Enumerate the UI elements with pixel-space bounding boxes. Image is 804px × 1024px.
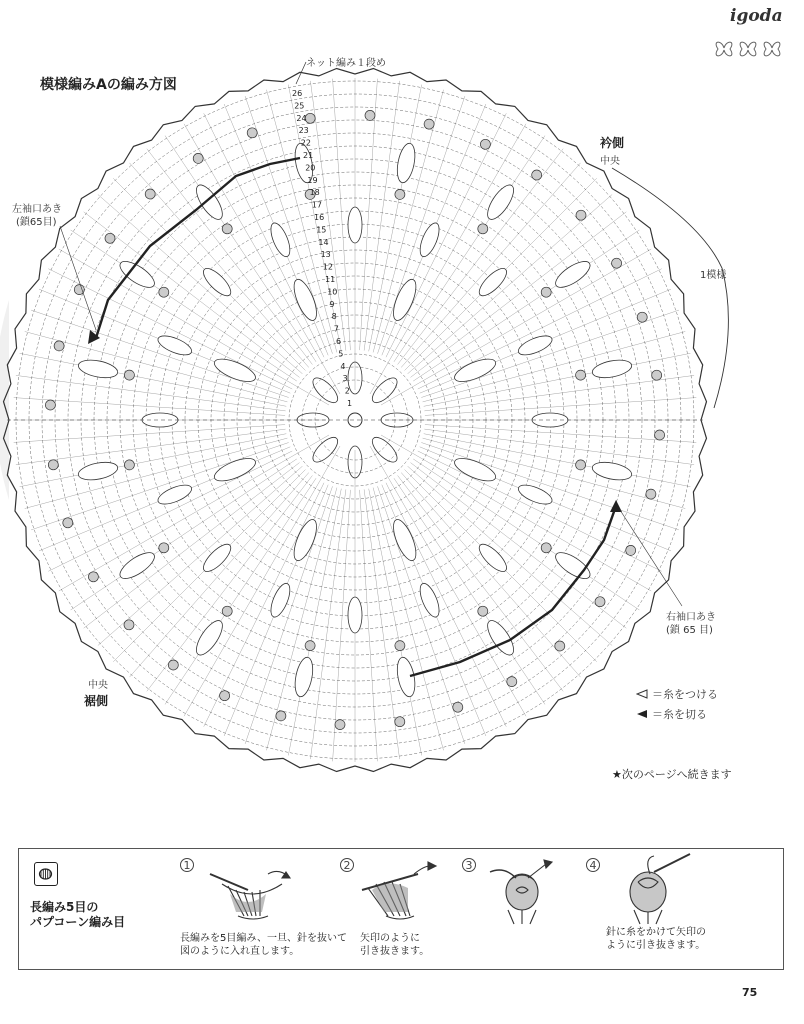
chart-spoke	[413, 230, 639, 381]
popcorn-motif	[88, 572, 98, 582]
chart-spoke	[165, 478, 316, 704]
row-number-label: 6	[336, 337, 342, 346]
left-sleeve-count: (鎖65目)	[16, 217, 57, 228]
chart-spoke	[31, 310, 289, 397]
popcorn-motif	[159, 287, 169, 297]
chart-spoke	[370, 446, 526, 716]
legend-cut	[636, 706, 707, 722]
row-number-label: 20	[305, 163, 316, 173]
chart-spoke	[408, 466, 612, 645]
right-sleeve-label: 右袖口あき	[666, 612, 716, 623]
legend-attach-text: ＝糸をつける	[652, 688, 718, 701]
open-triangle-icon	[636, 689, 648, 699]
chart-spoke	[98, 195, 303, 374]
row-number-label: 25	[294, 101, 305, 111]
popcorn-motif	[48, 460, 58, 470]
step1-illustration-icon	[208, 864, 298, 926]
leaf-motif	[483, 181, 519, 223]
popcorn-motif	[305, 641, 315, 651]
leaf-motif	[289, 517, 321, 564]
row-number-label: 23	[298, 126, 309, 136]
row-number-label: 12	[322, 262, 333, 272]
step4-illustration-icon	[614, 852, 694, 926]
chart-spoke	[378, 96, 465, 354]
step-number: 3	[462, 858, 476, 872]
right-sleeve-count: (鎖 65 目)	[666, 625, 713, 636]
leaf-motif	[452, 354, 499, 386]
popcorn-motif	[576, 370, 586, 380]
leaf-motif	[155, 481, 194, 508]
chart-spoke	[370, 124, 526, 394]
popcorn-motif	[576, 460, 586, 470]
chart-spoke	[401, 163, 580, 368]
row-number-label: 15	[316, 225, 327, 235]
row-number-label: 18	[309, 188, 320, 198]
step-number: 4	[586, 858, 600, 872]
chart-spoke	[71, 230, 297, 381]
chart-spoke	[71, 459, 297, 610]
step3-illustration-icon	[486, 856, 562, 928]
leaf-motif	[416, 581, 443, 620]
legend-cut-text: ＝糸を切る	[652, 708, 707, 721]
popcorn-motif	[395, 189, 405, 199]
popcorn-motif	[168, 660, 178, 670]
leaf-motif	[591, 459, 633, 483]
leaf-motif	[516, 481, 555, 508]
row-number-label: 26	[292, 89, 303, 98]
row-number-label: 10	[327, 287, 338, 297]
row-number-label: 17	[311, 200, 322, 210]
chart-spoke	[423, 438, 686, 508]
page-number: 75	[742, 986, 758, 999]
popcorn-motif	[276, 711, 286, 721]
popcorn-motif	[305, 113, 315, 123]
leaf-motif	[416, 220, 443, 259]
row-number-label: 14	[318, 237, 329, 247]
chart-spoke	[421, 310, 679, 397]
popcorn-stitch-symbol-icon	[34, 862, 58, 886]
chart-spoke	[408, 195, 612, 374]
diagram-title: 模様編みAの編み方図	[40, 77, 177, 93]
popcorn-motif	[655, 430, 665, 440]
step2-description: 矢印のように 引き抜きます。	[360, 933, 430, 957]
popcorn-motif	[220, 691, 230, 701]
chart-spoke	[130, 473, 309, 677]
step1-description: 長編みを5目編み、一旦、針を抜いて 図のように入れ直します。	[180, 933, 347, 957]
leaf-motif	[389, 277, 421, 324]
row-number-label: 2	[344, 386, 350, 396]
chart-spoke	[360, 490, 378, 761]
popcorn-motif	[395, 717, 405, 727]
leaf-motif	[212, 454, 259, 486]
popcorn-motif	[124, 620, 134, 630]
popcorn-motif	[576, 210, 586, 220]
center-petal	[309, 374, 342, 407]
row-number-label: 19	[307, 175, 318, 185]
popcorn-motif	[453, 702, 463, 712]
row-number-label: 21	[303, 151, 314, 160]
row-number-label: 11	[325, 275, 336, 284]
chart-spoke	[130, 163, 309, 368]
chart-ring	[315, 380, 395, 460]
popcorn-motif	[541, 287, 551, 297]
leaf-motif	[267, 220, 294, 259]
chart-spoke	[245, 486, 332, 744]
leaf-motif	[552, 257, 594, 293]
popcorn-motif	[646, 489, 656, 499]
step-number: 2	[340, 858, 354, 872]
popcorn-motif	[555, 641, 565, 651]
chart-spoke	[401, 473, 580, 677]
leaf-motif	[77, 459, 119, 482]
chart-spoke	[423, 332, 686, 402]
brand-logo: igoda	[730, 6, 783, 26]
popcorn-motif	[145, 189, 155, 199]
popcorn-motif	[365, 110, 375, 120]
popcorn-motif	[637, 312, 647, 322]
chart-spoke	[421, 443, 679, 530]
chart-spoke	[373, 488, 443, 751]
row-number-label: 9	[329, 299, 335, 309]
leaf-motif	[348, 207, 362, 243]
popcorn-motif	[124, 370, 134, 380]
chart-spoke	[394, 136, 545, 362]
chart-spoke	[165, 136, 316, 362]
center-petal	[309, 433, 342, 466]
row-number-label: 8	[331, 312, 337, 322]
leaf-motif	[116, 548, 158, 584]
leaf-motif	[292, 656, 316, 698]
popcorn-motif	[335, 720, 345, 730]
chart-spoke	[31, 443, 289, 530]
step2-illustration-icon	[358, 860, 442, 926]
popcorn-motif	[193, 153, 203, 163]
row-number-label: 24	[296, 113, 307, 123]
chart-spoke	[267, 488, 337, 751]
chart-spoke	[378, 486, 465, 744]
leaf-motif	[267, 581, 294, 620]
chart-spoke	[333, 79, 351, 350]
row-number-label: 3	[342, 374, 348, 384]
popcorn-motif	[159, 543, 169, 553]
hem-side-label: 裾側	[84, 694, 109, 708]
popcorn-motif	[395, 641, 405, 651]
leaf-motif	[348, 597, 362, 633]
step4-description: 針に糸をかけて矢印の ように引き抜きます。	[606, 927, 706, 951]
popcorn-motif	[652, 370, 662, 380]
popcorn-motif	[478, 224, 488, 234]
leaf-motif	[199, 540, 234, 575]
popcorn-motif	[222, 606, 232, 616]
center-petal	[368, 433, 401, 466]
left-sleeve-label: 左袖口あき	[12, 204, 62, 215]
popcorn-motif	[612, 258, 622, 268]
leaf-motif	[77, 357, 119, 381]
popcorn-motif	[595, 597, 605, 607]
chart-spoke	[425, 398, 696, 416]
popcorn-motif	[105, 233, 115, 243]
chart-spoke	[394, 478, 545, 704]
leaf-motif	[394, 142, 418, 184]
popcorn-motif	[247, 128, 257, 138]
popcorn-motif	[63, 518, 73, 528]
popcorn-motif	[424, 119, 434, 129]
legend-attach	[636, 686, 718, 702]
popcorn-motif	[541, 543, 551, 553]
row-number-label: 13	[320, 250, 331, 260]
continue-note: ★次のページへ続きます	[612, 768, 732, 781]
popcorn-motif	[54, 341, 64, 351]
chart-spoke	[184, 124, 340, 394]
popcorn-motif	[478, 606, 488, 616]
leaf-motif	[212, 354, 259, 386]
popcorn-motif	[45, 400, 55, 410]
center-top-label: 中央	[600, 156, 620, 167]
row-number-label: 16	[314, 213, 325, 222]
popcorn-motif	[532, 170, 542, 180]
chart-spoke	[59, 435, 329, 591]
chart-spoke	[381, 435, 651, 591]
chart-spoke	[373, 90, 443, 353]
chart-spoke	[14, 425, 285, 443]
step-number: 1	[180, 858, 194, 872]
leaf-motif	[452, 454, 499, 486]
leaf-motif	[475, 264, 510, 299]
row-number-label: 5	[338, 349, 344, 359]
chart-spoke	[381, 249, 651, 405]
popcorn-motif	[626, 545, 636, 555]
chart-spoke	[25, 332, 288, 402]
chart-spoke	[25, 438, 288, 508]
popcorn-motif	[74, 285, 84, 295]
popcorn-motif	[222, 224, 232, 234]
row-number-label: 1	[347, 399, 353, 408]
center-petal	[368, 374, 401, 407]
collar-side-label: 衿側	[600, 136, 625, 150]
chart-spoke	[98, 466, 303, 645]
center-bottom-label: 中央	[88, 680, 108, 691]
row-number-label: 4	[340, 361, 346, 371]
leaf-motif	[289, 277, 321, 324]
one-pattern-label: 1模様	[700, 270, 727, 281]
leaf-motif	[192, 617, 228, 659]
leaf-motif	[591, 357, 633, 380]
popcorn-motif	[124, 460, 134, 470]
leaf-motif	[394, 656, 417, 698]
leaf-motif	[389, 517, 421, 564]
stitch-name: 長編み5目の パプコーン編み目	[30, 900, 126, 929]
leaf-motif	[155, 332, 194, 359]
leaf-motif	[516, 332, 555, 359]
chart-spoke	[184, 446, 340, 716]
popcorn-motif	[507, 677, 517, 687]
pattern-repeat-bracket	[612, 168, 728, 408]
popcorn-motif	[480, 139, 490, 149]
net-row-label: ネット編み１段め	[306, 58, 386, 69]
row-number-label: 22	[300, 138, 311, 148]
filled-triangle-icon	[636, 709, 648, 719]
row-number-label: 7	[333, 324, 339, 334]
left-sleeve-leader	[60, 226, 96, 330]
